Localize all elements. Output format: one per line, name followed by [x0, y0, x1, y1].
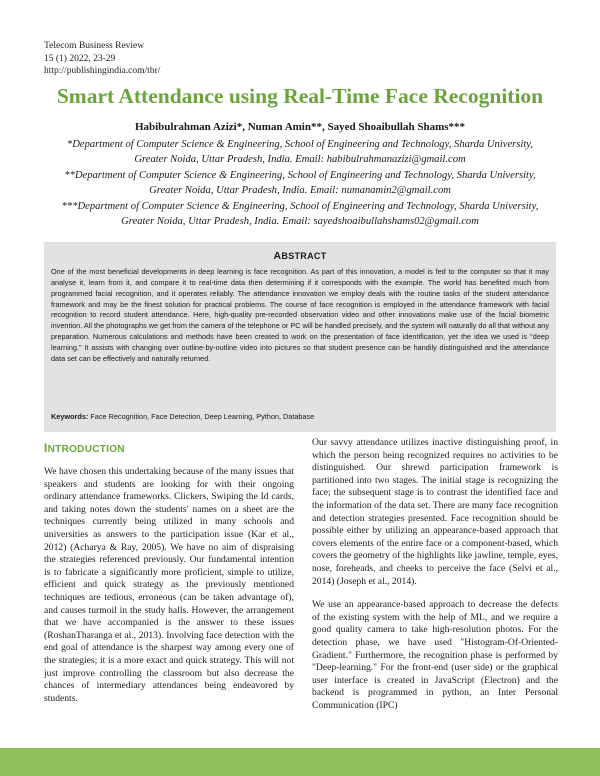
left-column — [44, 466, 294, 705]
footer-bar — [0, 748, 600, 776]
journal-name: Telecom Business Review — [44, 41, 145, 51]
intro-paragraph: We have chosen this undertaking because of the many issues that speakers and students are looking for with their ongoing ordinary attendance frameworks. Clickers, Swiping the Id cards, and taking notes down the students' names on a sheet are the techniques currently being utilized in many schools and universities as answers to the participation issue (Kar et al., 2012) (Acharya & Ray, 2005). We have no aim of dispraising the strategies referenced previously. Our fundamental intention is to fabricate a significantly more proficient, simple to utilize, efficient and quick strategy as the previously mentioned techniques are tedious, erroneous (can be taken advantage of), and causes turmoil in the study halls. However, the arrangement that we have accompanied is the answer to these issues (RoshanTharanga et al., 2013). Involving face detection with the end goal of attendance is the sharpest way among every one of the strategies; it is a more exact and quick strategy. This will not just improve controlling the classroom but also decrease the chances of intermediary attendances being endeavored by students. — [44, 466, 294, 704]
keywords-line — [51, 412, 549, 422]
affiliation-1: *Department of Computer Science & Engineering, School of Engineering and Technology, Sharda University, Greater Noida, Uttar Pradesh, India. Email: habibulrahmanazizi@gmail.com — [66, 139, 534, 165]
right-column — [312, 437, 558, 712]
affiliation-2: **Department of Computer Science & Engineering, School of Engineering and Technology, Sharda University, Greater Noida, Uttar Pradesh, India. Email: numanamin2@gmail.com — [64, 170, 536, 196]
keywords-list: Face Recognition, Face Detection, Deep Learning, Python, Database — [90, 412, 315, 421]
intro-paragraph: We use an appearance-based approach to decrease the defects of the existing system with the help of ML, and we require a good quality camera to take high-resolution photos. For the detection phase, we have used "Histogram-Of-Oriented-Gradient." Furthermore, the recognition phase is performed by "Deep-learning." For the front-end (user side) or the graphical user interface is created in JavaScript (Electron) and the backend is programmed in python, an Inter Personal Communication (IPC) — [312, 599, 558, 711]
introduction-heading-rest: NTRODUCTION — [47, 444, 125, 455]
keywords-label: Keywords: — [51, 412, 89, 421]
paper-title: Smart Attendance using Real-Time Face Recognition — [56, 84, 544, 108]
abstract-heading-initial: A — [273, 250, 282, 262]
intro-paragraph: Our savvy attendance utilizes inactive distinguishing proof, in which the person being recognized requires no activities to be distinguished. Our shrewd participation framework is partitioned into two stages. The initial stage is recognizing the face; the subsequent stage is to contrast the identified face and the information of the data set. There are many face recognition and detection strategies presented. Face recognition should be possible either by utilizing an appearance-based approach that covers elements of the entire face or a component-based, which covers the geometry of the highlights like jawline, temple, eyes, nose, foreheads, and cheeks to perceive the face (Selvi et al., 2014) (Joseph et al., 2014). — [312, 437, 558, 587]
introduction-heading-initial: I — [44, 441, 48, 455]
journal-url[interactable]: http://publishingindia.com/tbr/ — [44, 66, 161, 76]
abstract-text: One of the most beneficial developments in deep learning is face recognition. As part of this innovation, a model is fed to the computer so that it may analyse it, learn from it, and compare it to real-time data then determining if it corresponds with the example. The world has benefited much from programmed facial recognition, and it operates reliably. The attendance innovation we employ deals with the routine tasks of the student attendance framework and may be the finest solution for practical problems. The course of face recognition is employed in the attendance framework with facial recognition to record student attendance. Here, high-quality pre-recorded observation video and other innovations make use of the facial biometric invention. All the photographs we get from the camera of the telephone or PC will be handled precisely, and the system will naturally do all that without any preparation. Numerous calculations and methods have been created to work on the presentation of face identification, yet the idea we used is "deep learning." It assists with changing over outline-by-outline video into pictures so that student presence can be handily distinguished and the attendance data set can be effectively and naturally returned. — [51, 267, 549, 363]
journal-issue: 15 (1) 2022, 23-29 — [44, 53, 116, 64]
affiliation-3: ***Department of Computer Science & Engineering, School of Engineering and Technology, Sharda University, Greater Noida, Uttar Pradesh, India. Email: sayedshoaibullahshams02@gmail.com — [61, 201, 539, 227]
abstract-box — [44, 242, 556, 432]
abstract-heading-rest: BSTRACT — [281, 251, 327, 261]
introduction-heading — [44, 441, 125, 455]
journal-header — [44, 40, 160, 78]
author-list: Habibulrahman Azizi*, Numan Amin**, Sayed Shoaibullah Shams*** — [134, 121, 466, 133]
abstract-heading — [44, 250, 556, 262]
